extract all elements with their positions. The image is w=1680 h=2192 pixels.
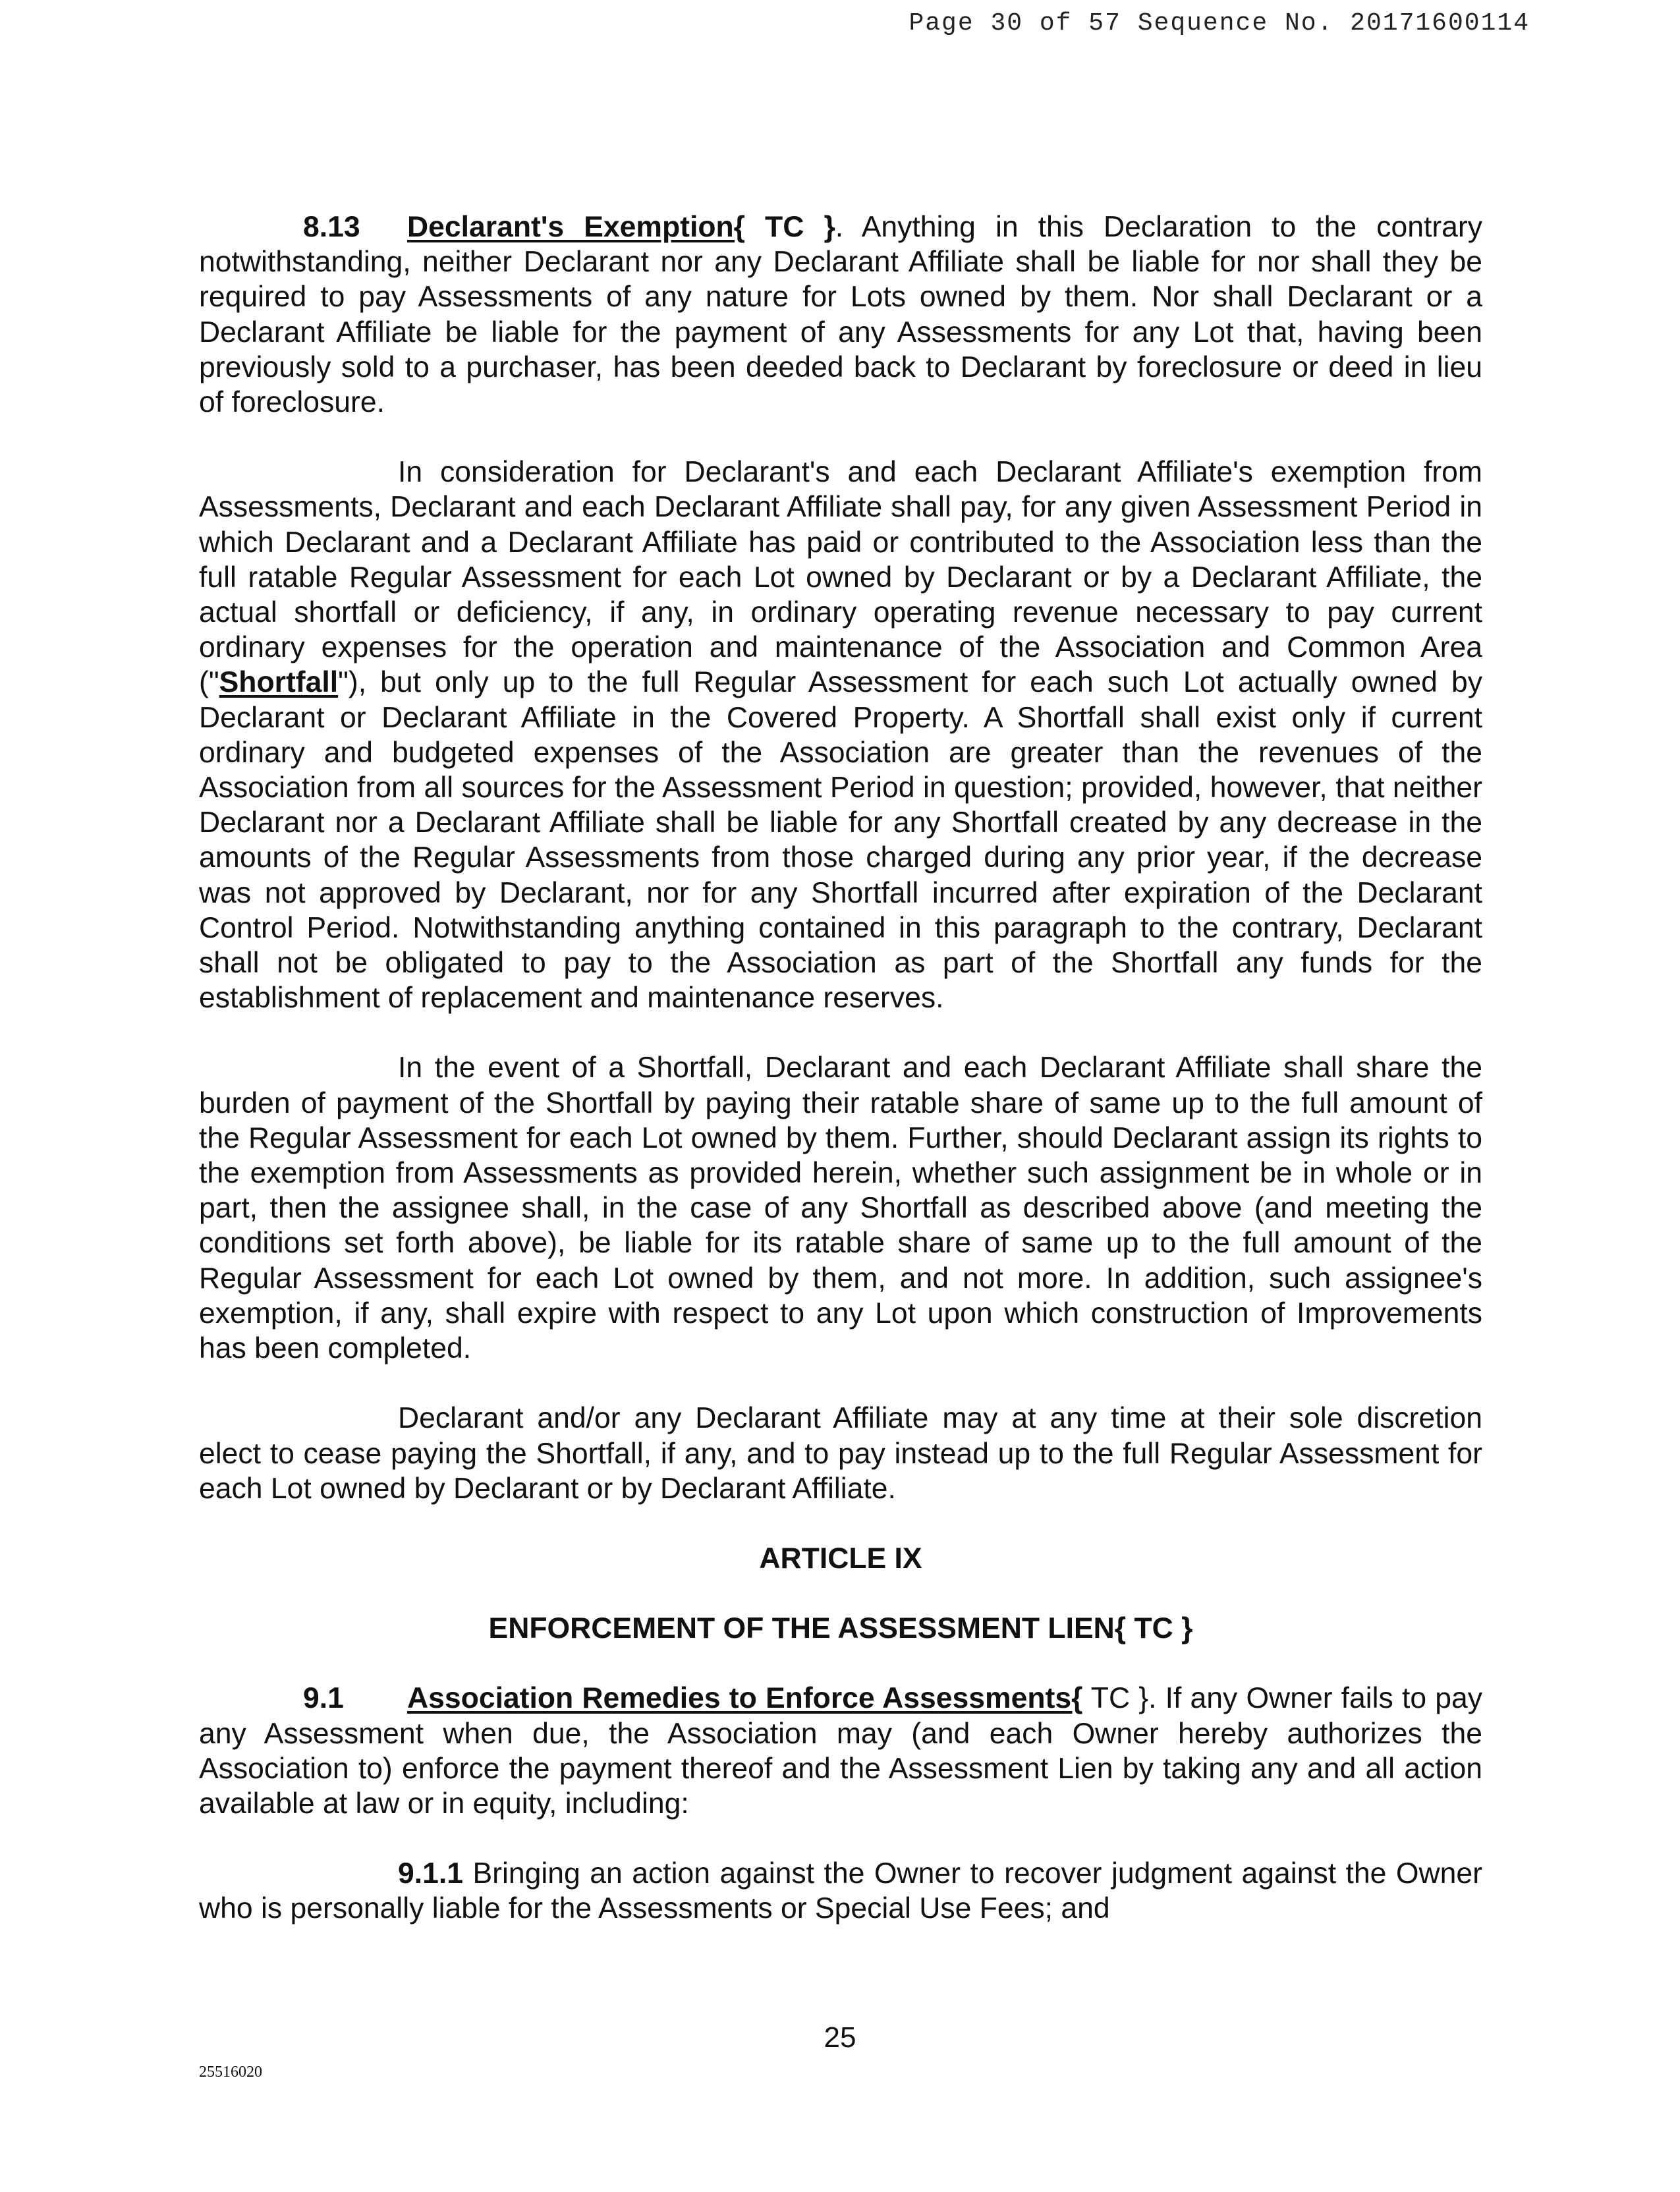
paragraph-cease-paying: Declarant and/or any Declarant Affiliate may at any time at their sole discretion elect to cease paying the Shortfall, if any, and to pay instead up to the full Regular Assessment for each Lot owned by Declarant or by Declarant Affiliate. bbox=[199, 1402, 1482, 1505]
defined-term-shortfall: Shortfall bbox=[219, 666, 339, 699]
toc-marker: TC } bbox=[1082, 1682, 1149, 1715]
page-number: 25 bbox=[824, 2021, 856, 2054]
paragraph-shortfall-definition bbox=[199, 455, 1482, 1015]
section-number: 9.1.1 bbox=[398, 1857, 463, 1890]
section-number: 9.1 bbox=[303, 1682, 344, 1715]
paragraph-shortfall-sharing: In the event of a Shortfall, Declarant and each Declarant Affiliate shall share the burden of payment of the Shortfall by paying their ratable share of same up to the full amount of the Regular Assessment for each Lot owned by them. Further, should Declarant assign its rights to the exemption from Assessments as provided herein, whether such assignment be in whole or in part, then the assignee shall, in the case of any Shortfall as described above (and meeting the conditions set forth above), be liable for its ratable share of same up to the full amount of the Regular Assessment for each Lot owned by them, and not more. In addition, such assignee's exemption, if any, shall expire with respect to any Lot upon which construction of Improvements has been completed. bbox=[199, 1052, 1482, 1365]
paragraph-text: "), but only up to the full Regular Assessment for each such Lot actually owned by Declarant or Declarant Affiliate in the Covered Property. A Shortfall shall exist only if current ordinary and budgeted expenses of the Association are greater than the revenues of the Association from all sources for the Assessment Period in question; provided, however, that neither Declarant nor a Declarant Affiliate shall be liable for any Shortfall created by any decrease in the amounts of the Regular Assessments from those charged during any prior year, if the decrease was not approved by Declarant, nor for any Shortfall incurred after expiration of the Declarant Control Period. Notwithstanding anything contained in this paragraph to the contrary, Declarant shall not be obligated to pay to the Association as part of the Shortfall any funds for the establishment of replacement and maintenance reserves. bbox=[199, 666, 1482, 1015]
section-title: Association Remedies to Enforce Assessments{ bbox=[407, 1682, 1083, 1715]
section-text: Bringing an action against the Owner to recover judgment against the Owner who is personally liable for the Assessments or Special Use Fees; and bbox=[199, 1857, 1482, 1925]
section-text: . Anything in this Declaration to the contrary notwithstanding, neither Declarant nor any Declarant Affiliate shall be liable for nor shall they be required to pay Assessments of any nature for Lots owned by them. Nor shall Declarant or a Declarant Affiliate be liable for the payment of any Assessments for any Lot that, having been previously sold to a purchaser, has been deeded back to Declarant by foreclosure or deed in lieu of foreclosure. bbox=[199, 211, 1482, 419]
article-title: ENFORCEMENT OF THE ASSESSMENT LIEN{ TC } bbox=[488, 1612, 1193, 1645]
section-9-1-1 bbox=[199, 1856, 1482, 1926]
document-body bbox=[199, 210, 1482, 1926]
page-header-sequence: Page 30 of 57 Sequence No. 20171600114 bbox=[909, 9, 1530, 38]
document-number: 25516020 bbox=[199, 2064, 262, 2081]
section-number: 8.13 bbox=[303, 211, 360, 243]
section-text: . If any Owner fails to pay any Assessment when due, the Association may (and each Owner hereby authorizes the Association to) enforce the payment thereof and the Assessment Lien by taking any and all action available at law or in equity, including: bbox=[199, 1682, 1482, 1820]
section-title: Declarant's Exemption{ bbox=[407, 211, 745, 243]
section-9-1 bbox=[199, 1681, 1482, 1821]
toc-marker: TC } bbox=[745, 211, 835, 243]
article-heading: ARTICLE IX bbox=[759, 1542, 922, 1575]
section-8-13 bbox=[199, 210, 1482, 420]
paragraph-text: In consideration for Declarant's and each Declarant Affiliate's exemption from Assessments, Declarant and each Declarant Affiliate shall pay, for any given Assessment Period in which Declarant and a Declarant Affiliate has paid or contributed to the Association less than the full ratable Regular Assessment for each Lot owned by Declarant or by a Declarant Affiliate, the actual shortfall or deficiency, if any, in ordinary operating revenue necessary to pay current ordinary expenses for the operation and maintenance of the Association and Common Area (" bbox=[199, 456, 1482, 699]
